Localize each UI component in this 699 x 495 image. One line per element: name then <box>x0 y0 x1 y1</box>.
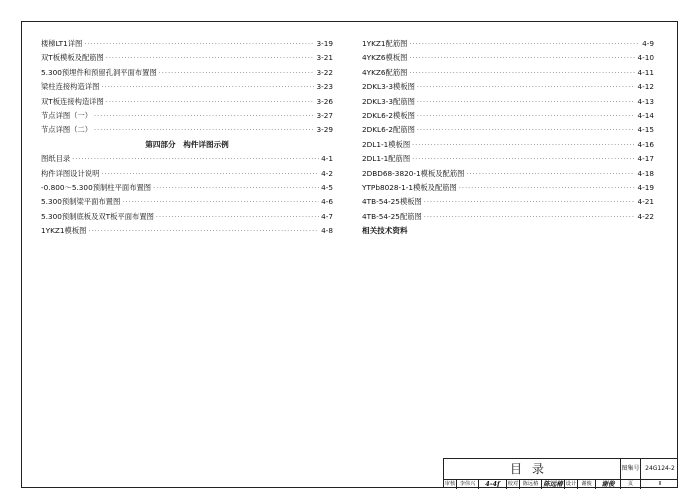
toc-entry-title: 节点详图（一） <box>41 110 93 120</box>
toc-entry <box>362 80 654 94</box>
toc-entry <box>362 152 654 166</box>
checker-name: 陈远椿 <box>520 479 542 489</box>
toc-entry-title: 双T板连接构造详图 <box>41 96 104 106</box>
toc-dot-leader <box>94 110 314 124</box>
toc-entry-title: -0.800～5.300预制柱平面布置图 <box>41 182 152 192</box>
toc-entry-page: 3-21 <box>316 53 333 63</box>
toc-left-column <box>41 37 333 238</box>
toc-entry-title: 5.300预制底板及双T板平面布置图 <box>41 211 154 221</box>
toc-entry-title: 1YKZ1配筋图 <box>362 39 408 48</box>
reviewer-name: 李伟兴 <box>457 479 479 489</box>
toc-entry-page: 4-16 <box>637 139 654 149</box>
toc-entry <box>41 210 333 224</box>
check-label: 校对 <box>507 481 519 487</box>
toc-entry-title: 1YKZ1模板图 <box>41 226 87 236</box>
toc-entry-page: 3-26 <box>316 96 333 106</box>
toc-entry <box>362 37 654 51</box>
toc-entry-page: 3-29 <box>316 125 333 135</box>
toc-dot-leader <box>409 67 635 81</box>
toc-dot-leader <box>122 196 319 210</box>
toc-entry <box>41 109 333 123</box>
toc-entry-title: 2DKL6-2模板图 <box>362 110 415 120</box>
toc-entry-page: 4-11 <box>637 67 654 77</box>
toc-entry-title: 双T板模板及配筋图 <box>41 53 104 63</box>
toc-entry-page: 4-6 <box>321 197 333 207</box>
toc-dot-leader <box>101 81 314 95</box>
designer-signature: 谢俊 <box>596 479 621 489</box>
toc-entry <box>41 195 333 209</box>
toc-dot-leader <box>417 81 636 95</box>
toc-entry-title: 构件详图设计说明 <box>41 168 100 178</box>
toc-entry <box>362 210 654 224</box>
toc-part4-list <box>41 152 333 238</box>
toc-entry <box>41 181 333 195</box>
toc-entry <box>362 195 654 209</box>
toc-entry-title: 4TB-54-25配筋图 <box>362 211 422 221</box>
toc-dot-leader <box>412 139 635 153</box>
toc-dot-leader <box>466 168 635 182</box>
toc-entry-title: 2DKL6-2配筋图 <box>362 125 415 135</box>
page-number: II <box>658 481 662 487</box>
toc-entry-page: 4-15 <box>637 125 654 135</box>
toc-entry <box>41 80 333 94</box>
toc-entry-title: 节点详图（二） <box>41 125 93 135</box>
toc-entry-page: 3-19 <box>316 39 333 48</box>
toc-entry-page: 4-19 <box>637 182 654 192</box>
toc-dot-leader <box>159 67 315 81</box>
toc-entry-page: 3-22 <box>316 67 333 77</box>
toc-entry-page: 4-1 <box>321 154 333 164</box>
toc-entry-title: 4TB-54-25模板图 <box>362 197 422 207</box>
toc-dot-leader <box>94 124 314 138</box>
toc-dot-leader <box>101 168 319 182</box>
toc-entry-page: 4-7 <box>321 211 333 221</box>
toc-dot-leader <box>72 153 319 167</box>
checker-signature: 陈远椿 <box>542 479 565 489</box>
design-label: 设计 <box>565 481 577 487</box>
toc-entry-page: 4-2 <box>321 168 333 178</box>
atlas-number: 24G124-2 <box>645 465 675 472</box>
related-heading: 相关技术资料 <box>362 226 408 236</box>
toc-dot-leader <box>417 96 636 110</box>
toc-dot-leader <box>84 38 314 52</box>
toc-entry <box>362 66 654 80</box>
designer-name: 谢俊 <box>578 479 596 489</box>
toc-dot-leader <box>417 124 636 138</box>
title-block <box>443 458 678 488</box>
toc-entry <box>362 109 654 123</box>
toc-entry-page: 4-14 <box>637 110 654 120</box>
toc-entry-title: 4YKZ6配筋图 <box>362 67 408 77</box>
toc-entry-page: 4-18 <box>637 168 654 178</box>
toc-entry <box>362 138 654 152</box>
toc-entry-title: 5.300预埋件和预留孔洞平面布置图 <box>41 67 157 77</box>
toc-part4-continued-list <box>362 37 654 224</box>
toc-dot-leader <box>106 96 315 110</box>
toc-dot-leader <box>424 196 636 210</box>
toc-entry-page: 3-23 <box>316 82 333 92</box>
toc-entry-title: 梁柱连接构造详图 <box>41 82 100 92</box>
toc-entry-title: 4YKZ6模板图 <box>362 53 408 63</box>
toc-entry-page: 4-9 <box>642 39 654 48</box>
toc-entry-page: 4-8 <box>321 226 333 236</box>
toc-entry-page: 4-12 <box>637 82 654 92</box>
toc-entry-page: 4-22 <box>637 211 654 221</box>
toc-entry <box>41 152 333 166</box>
toc-entry-page: 4-5 <box>321 182 333 192</box>
atlas-label: 图集号 <box>621 459 641 479</box>
toc-dot-leader <box>88 225 319 239</box>
toc-entry-title: 2DL1-1配筋图 <box>362 154 411 164</box>
toc-dot-leader <box>424 211 636 225</box>
toc-dot-leader <box>106 52 315 66</box>
toc-entry <box>41 51 333 65</box>
toc-dot-leader <box>156 211 319 225</box>
toc-dot-leader <box>153 182 319 196</box>
toc-entry-page: 4-21 <box>637 197 654 207</box>
toc-dot-leader <box>417 110 636 124</box>
review-label: 审核 <box>444 481 456 487</box>
toc-entry <box>41 37 333 51</box>
toc-entry-title: 2DBD68-3820-1模板及配筋图 <box>362 168 465 178</box>
toc-entry <box>362 123 654 137</box>
toc-entry-title: 2DKL3-3配筋图 <box>362 96 415 106</box>
toc-entry-title: 2DL1-1模板图 <box>362 139 411 149</box>
toc-entry-title: YTPb8028-1-1模板及配筋图 <box>362 182 457 192</box>
toc-dot-leader <box>459 182 636 196</box>
part4-heading: 第四部分 构件详图示例 <box>145 139 229 149</box>
toc-right-column <box>362 37 654 238</box>
toc-entry <box>41 123 333 137</box>
toc-entry-page: 4-17 <box>637 154 654 164</box>
toc-entry-title: 5.300预制梁平面布置图 <box>41 197 121 207</box>
toc-entry-title: 楼梯LT1详图 <box>41 39 83 48</box>
toc-entry-page: 4-13 <box>637 96 654 106</box>
toc-entry <box>41 95 333 109</box>
toc-dot-leader <box>409 52 635 66</box>
page-label: 页 <box>621 479 641 489</box>
toc-entry <box>41 66 333 80</box>
reviewer-signature: 4-4f <box>479 479 507 489</box>
toc-entry <box>362 51 654 65</box>
toc-entry <box>362 95 654 109</box>
toc-dot-leader <box>409 38 640 52</box>
toc-entry-title: 图纸目录 <box>41 154 71 164</box>
toc-entry <box>41 224 333 238</box>
toc-entry-title: 2DKL3-3模板图 <box>362 82 415 92</box>
toc-part3-list <box>41 37 333 138</box>
title-block-title: 目录 <box>444 459 621 479</box>
toc-entry <box>362 181 654 195</box>
toc-entry <box>41 167 333 181</box>
toc-entry-page: 4-10 <box>637 53 654 63</box>
toc-dot-leader <box>412 153 635 167</box>
toc-entry <box>362 167 654 181</box>
toc-entry-page: 3-27 <box>316 110 333 120</box>
